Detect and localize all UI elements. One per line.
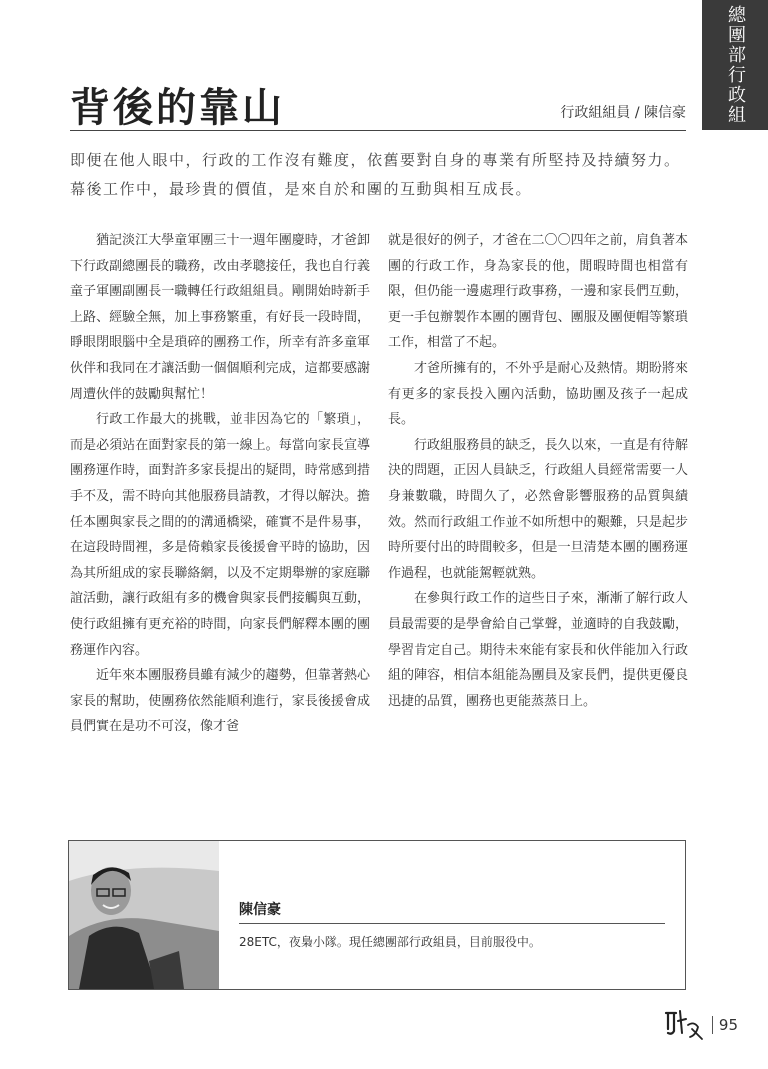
title-divider [70, 130, 686, 131]
article-author: 行政組組員 / 陳信豪 [560, 105, 686, 121]
body-paragraph: 猶記淡江大學童軍團三十一週年團慶時，才爸卸下行政副總團長的職務，改由孝聰接任，我也自行義童子軍團副團長一職轉任行政組組員。剛開始時新手上路、經驗全無，加上事務繁重，有好長一段時間，睜眼閉眼腦中全是瑣碎的團務工作，所幸有許多童軍伙伴和我同在才讓活動一個個順利完成，這都要感謝周遭伙伴的鼓勵與幫忙！ [70, 233, 370, 402]
body-paragraph: 才爸所擁有的，不外乎是耐心及熱情。期盼將來有更多的家長投入團內活動，協助團及孩子一起成長。 [388, 360, 688, 428]
section-tab: 總團部行政組 [702, 0, 768, 130]
body-paragraph: 在參與行政工作的這些日子來，漸漸了解行政人員最需要的是學會給自己掌聲，並適時的自我鼓勵，學習肯定自己。期待未來能有家長和伙伴能加入行政組的陣容，相信本組能為團員及家長們，提供更優良迅捷的品質，團務也更能蒸蒸日上。 [388, 591, 688, 709]
author-profile-box [68, 840, 686, 990]
author-photo [69, 841, 219, 989]
calligraphy-logo-icon [662, 1007, 706, 1043]
body-paragraph: 行政工作最大的挑戰，並非因為它的「繁瑣」，而是必須站在面對家長的第一線上。每當向家長宣導團務運作時，面對許多家長提出的疑問，時常感到措手不及，需不時向其他服務員請教，才得以解決。擔任本團與家長之間的的溝通橋梁，確實不是件易事，在這段時間裡，多是倚賴家長後援會平時的協助，因為其所組成的家長聯絡網，以及不定期舉辦的家庭聯誼活動，讓行政組有多的機會與家長們接觸與互動，使行政組擁有更充裕的時間，向家長們解釋本團的團務運作內容。 [70, 412, 370, 658]
body-column-right [388, 228, 688, 714]
body-paragraph: 行政組服務員的缺乏，長久以來，一直是有待解決的問題，正因人員缺乏，行政組人員經常需要一人身兼數職，時間久了，必然會影響服務的品質與績效。然而行政組工作並不如所想中的艱難，只是起步時所要付出的時間較多，但是一旦清楚本團的團務運作過程，也就能駕輕就熟。 [388, 437, 688, 581]
person-photo-icon [69, 841, 219, 989]
profile-description: 28ETC，夜梟小隊。現任總團部行政組員，目前服役中。 [239, 935, 541, 949]
body-column-left [70, 228, 370, 740]
page-footer [662, 1007, 738, 1043]
body-paragraph-continued: 就是很好的例子，才爸在二〇〇四年之前，肩負著本團的行政工作，身為家長的他，閒暇時間也相當有限，但仍能一邊處理行政事務，一邊和家長們互動，更一手包辦製作本團的團背包、團服及團便帽等繁瑣工作，相當了不起。 [388, 233, 688, 351]
page-number: 95 [718, 1016, 738, 1034]
article-lead: 即便在他人眼中，行政的工作沒有難度，依舊要對自身的專業有所堅持及持續努力。幕後工作中，最珍貴的價值，是來自於和團的互動與相互成長。 [70, 151, 681, 198]
body-paragraph: 近年來本團服務員雖有減少的趨勢，但靠著熱心家長的幫助，使團務依然能順利進行，家長後援會成員們實在是功不可沒，像才爸 [70, 668, 370, 735]
article-title: 背後的靠山 [70, 84, 285, 131]
profile-name: 陳信豪 [239, 899, 665, 924]
footer-divider [712, 1016, 713, 1034]
